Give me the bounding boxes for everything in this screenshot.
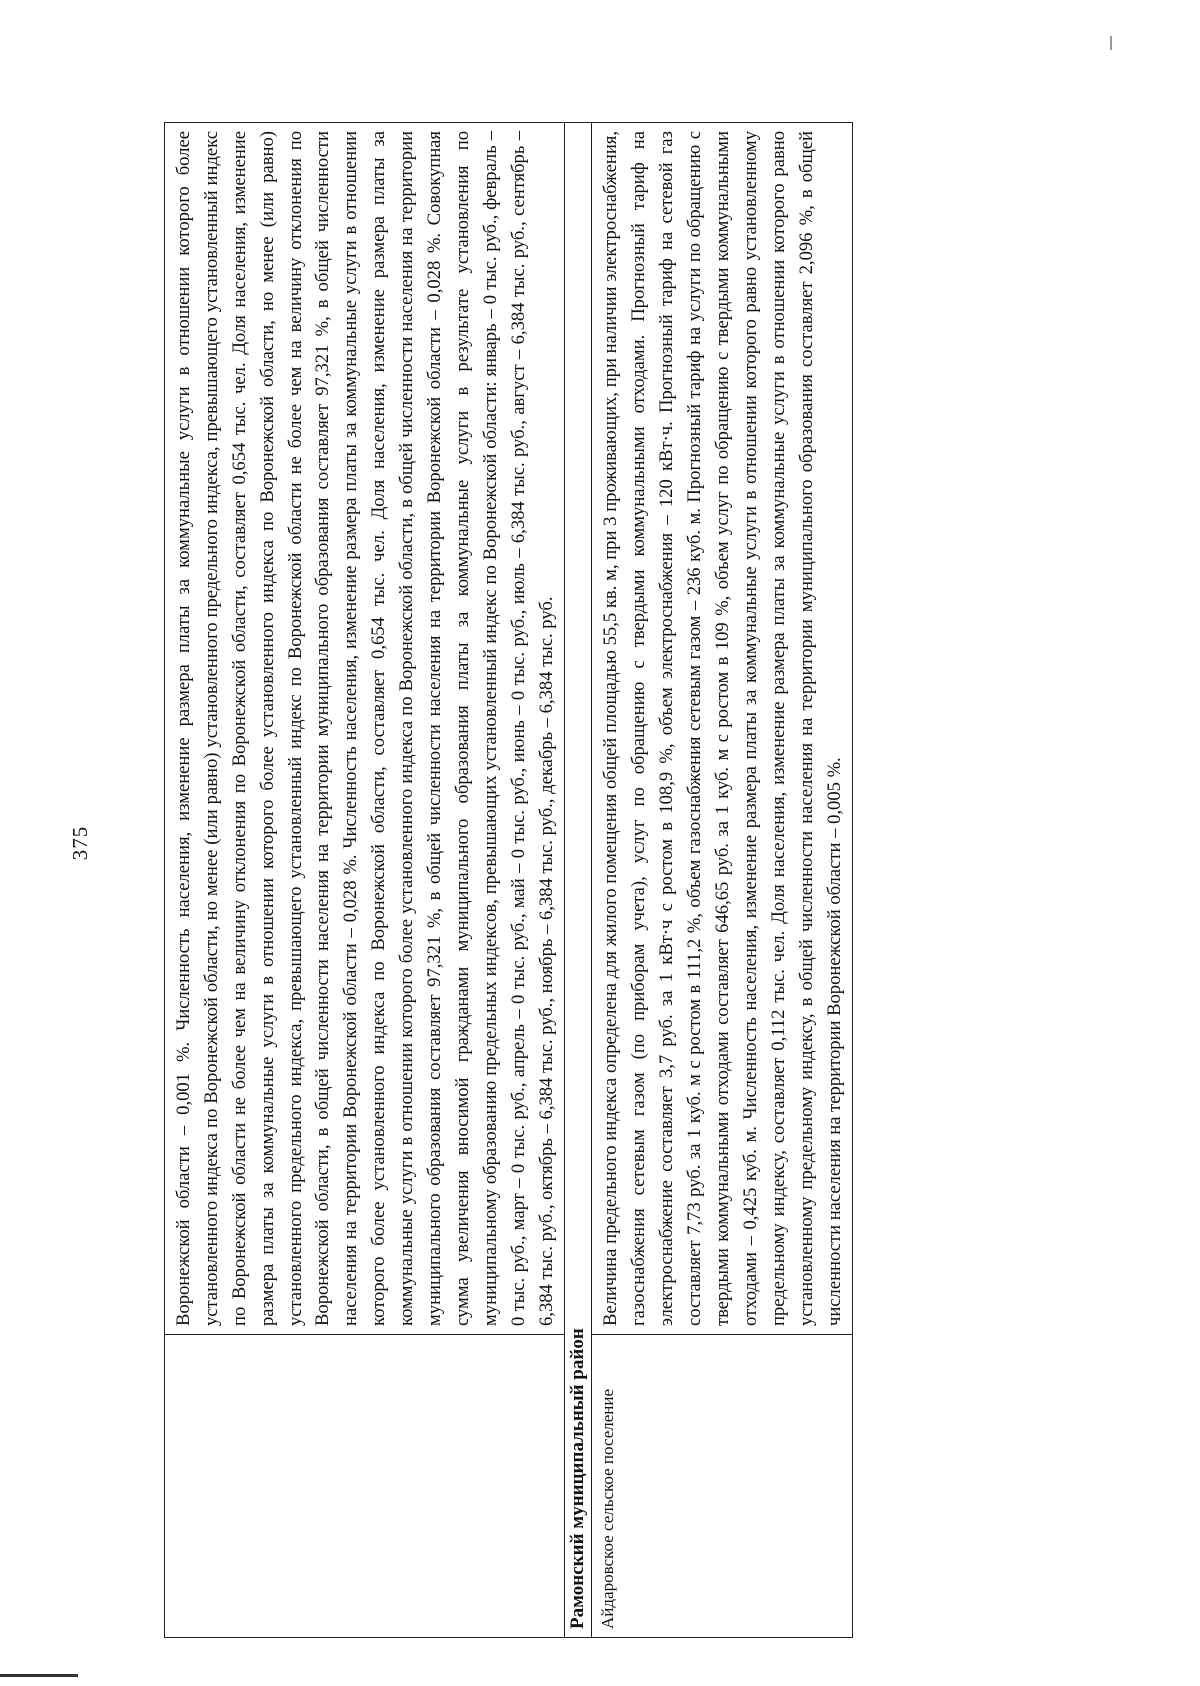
municipality-name-cell: Айдаровское сельское поселение bbox=[592, 1335, 853, 1638]
description-text: Воронежской области – 0,001 %. Численность населения, изменение размера платы за коммунальные услуги в отношении которого более установленного индекса по Воронежской области, но менее (или равно) установленного предельного индекса, превышающего установленный индекс по Воронежской области не более чем на величину отклонения по Воронежской области, составляет 0,654 тыс. чел. Доля населения, изменение размера платы за коммунальные услуги в отношении которого более установленного индекса по Воронежской области, но менее (или равно) установленного предельного индекса, превышающего установленный индекс по Воронежской области не более чем на величину отклонения по Воронежской области, в общей численности населения на территории муниципального образования составляет 97,321 %, в общей численности населения на территории Воронежской области – 0,028 %. Численность населения, изменение размера платы за коммунальные услуги в отношении которого более установленного индекса по Воронежской области, составляет 0,654 тыс. чел. Доля населения, изменение размера платы за коммунальные услуги в отношении которого более установленного индекса по Воронежской области, в общей численности населения на территории муниципального образования составляет 97,321 %, в общей численности населения на территории Воронежской области – 0,028 %. Совокупная сумма увеличения вносимой гражданами муниципального образования платы за коммунальные услуги в результате установления по муниципальному образованию предельных индексов, превышающих установленный индекс по Воронежской области: январь – 0 тыс. руб., февраль – 0 тыс. руб., март – 0 тыс. руб., апрель – 0 тыс. руб., май – 0 тыс. руб., июнь – 0 тыс. руб., июль – 6,384 тыс. руб., август – 6,384 тыс. руб., сентябрь – 6,384 тыс. руб., октябрь – 6,384 тыс. руб., ноябрь – 6,384 тыс. руб., декабрь – 6,384 тыс. руб. bbox=[173, 131, 557, 1326]
scan-edge-mark bbox=[0, 1674, 78, 1677]
description-text: Величина предельного индекса определена для жилого помещения общей площадью 55,5 кв. м, при 3 проживающих, при наличии электроснабжения, газоснабжения сетевым газом (по приборам учета), услуг по обращению с твердыми коммунальными отходами. Прогнозный тариф на электроснабжение составляет 3,7 руб. за 1 кВт·ч с ростом в 108,9 %, объем электроснабжения – 120 кВт·ч. Прогнозный тариф на сетевой газ составляет 7,73 руб. за 1 куб. м с ростом в 111,2 %, объем газоснабжения сетевым газом – 236 куб. м. Прогнозный тариф на услуги по обращению с твердыми коммунальными отходами составляет 646,65 руб. за 1 куб. м с ростом в 109 %, объем услуг по обращению с твердыми коммунальными отходами – 0,425 куб. м. Численность населения, изменение размера платы за коммунальные услуги в отношении которого равно установленному предельному индексу, составляет 0,112 тыс. чел. Доля населения, изменение размера платы за коммунальные услуги в отношении которого равно установленному предельному индексу, в общей численности населения на территории муниципального образования составляет 2,096 %, в общей численности населения на территории Воронежской области – 0,005 %. bbox=[600, 131, 845, 1326]
tariff-table bbox=[164, 122, 853, 1638]
table-row bbox=[592, 123, 853, 1638]
description-cell bbox=[165, 123, 565, 1335]
continuation-row bbox=[165, 123, 565, 1638]
description-cell bbox=[592, 123, 853, 1335]
section-header-row bbox=[565, 123, 592, 1638]
page-number: 375 bbox=[68, 825, 92, 861]
scan-tick-mark bbox=[1110, 36, 1112, 50]
section-header: Рамонский муниципальный район bbox=[565, 123, 592, 1638]
municipality-name-cell bbox=[165, 1335, 565, 1638]
